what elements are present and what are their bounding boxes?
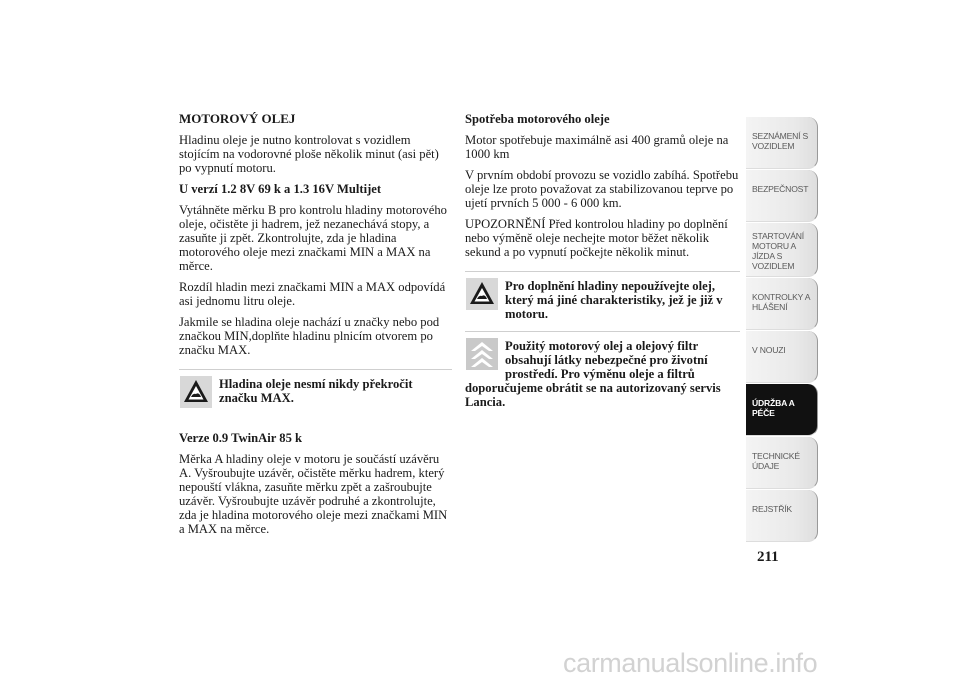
environment-line-3: prostředí. Pro výměnu oleje a filtrů [505,367,695,381]
paragraph-break-in: V prvním období provozu se vozidlo zabíhá. Spotřebu oleje lze proto považovat za stabilizovanou teprve po ujetí prvních 5 000 - 6 000 km. [465,168,739,210]
tab-kontrolky[interactable]: KONTROLKY A HLÁŠENÍ [746,278,818,330]
paragraph-upozorneni: UPOZORNĚNÍ Před kontrolou hladiny po doplnění nebo výměně oleje nechejte motor běžet několik sekund a po vypnutí počkejte několik minut. [465,217,728,259]
environment-notice [465,331,740,409]
tab-udrzba-active[interactable]: ÚDRŽBA A PÉČE [746,384,818,436]
warning-text: Hladina oleje nesmí nikdy překročit značku MAX. [219,377,413,405]
environment-line-4: doporučujeme obrátit se na autorizovaný servis [465,381,721,395]
subheading-twinair: Verze 0.9 TwinAir 85 k [179,431,303,445]
paragraph-consumption: Motor spotřebuje maximálně asi 400 gramů oleje na 1000 km [465,133,729,161]
left-column [179,112,452,543]
oil-warning-text: Pro doplnění hladiny nepoužívejte olej, který má jiné charakteristiky, jež je již v motoru. [505,279,723,321]
environment-line-2: obsahují látky nebezpečné pro životní [505,353,708,367]
environment-line-1: Použitý motorový olej a olejový filtr [505,339,699,353]
tab-technicke[interactable]: TECHNICKÉ ÚDAJE [746,437,818,489]
watermark-text: carmanualsonline.info [563,648,818,678]
tab-startovani[interactable]: STARTOVÁNÍ MOTORU A JÍZDA S VOZIDLEM [746,223,818,277]
environment-icon [466,338,498,370]
warning-notice [179,369,452,405]
intro-paragraph: Hladinu oleje je nutno kontrolovat s vozidlem stojícím na vodorovné ploše několik minut (asi pět) po vypnutí motoru. [179,133,439,175]
paragraph-dipstick: Vytáhněte měrku B pro kontrolu hladiny motorového oleje, očistěte ji hadrem, jež nezanechává stopy, a zasuňte ji zpět. Zkontrolujte, zda je hladina motorového oleje mezi značkami MIN a MAX na měrce. [179,203,447,273]
tab-seznameni[interactable]: SEZNÁMENÍ S VOZIDLEM [746,117,818,169]
environment-line-5: Lancia. [465,395,506,409]
tab-rejstrik[interactable]: REJSTŘÍK [746,490,818,542]
paragraph-twinair: Měrka A hladiny oleje v motoru je součástí uzávěru A. Vyšroubujte uzávěr, očistěte měrku hadrem, který nepouští vlákna, zasuňte měrku zpět a zašroubujte uzávěr. Vyšroubujte uzávěr podruhé a zkontrolujte, zda je hladina motorového oleje mezi značkami MIN a MAX na měrce. [179,452,448,536]
right-column [465,112,740,409]
page-number: 211 [757,549,779,565]
consumption-heading: Spotřeba motorového oleje [465,112,610,126]
oil-warning-notice [465,271,740,321]
warning-icon [180,376,212,408]
paragraph-difference: Rozdíl hladin mezi značkami MIN a MAX odpovídá asi jednomu litru oleje. [179,280,446,308]
chapter-tabs [746,117,818,543]
section-heading: MOTOROVÝ OLEJ [179,111,296,126]
tab-v-nouzi[interactable]: V NOUZI [746,331,818,383]
tab-bezpecnost[interactable]: BEZPEČNOST [746,170,818,222]
paragraph-topup: Jakmile se hladina oleje nachází u značky nebo pod značkou MIN,doplňte hladinu plnicím otvorem po značku MAX. [179,315,440,357]
warning-icon [466,278,498,310]
subheading-versions: U verzí 1.2 8V 69 k a 1.3 16V Multijet [179,182,382,196]
